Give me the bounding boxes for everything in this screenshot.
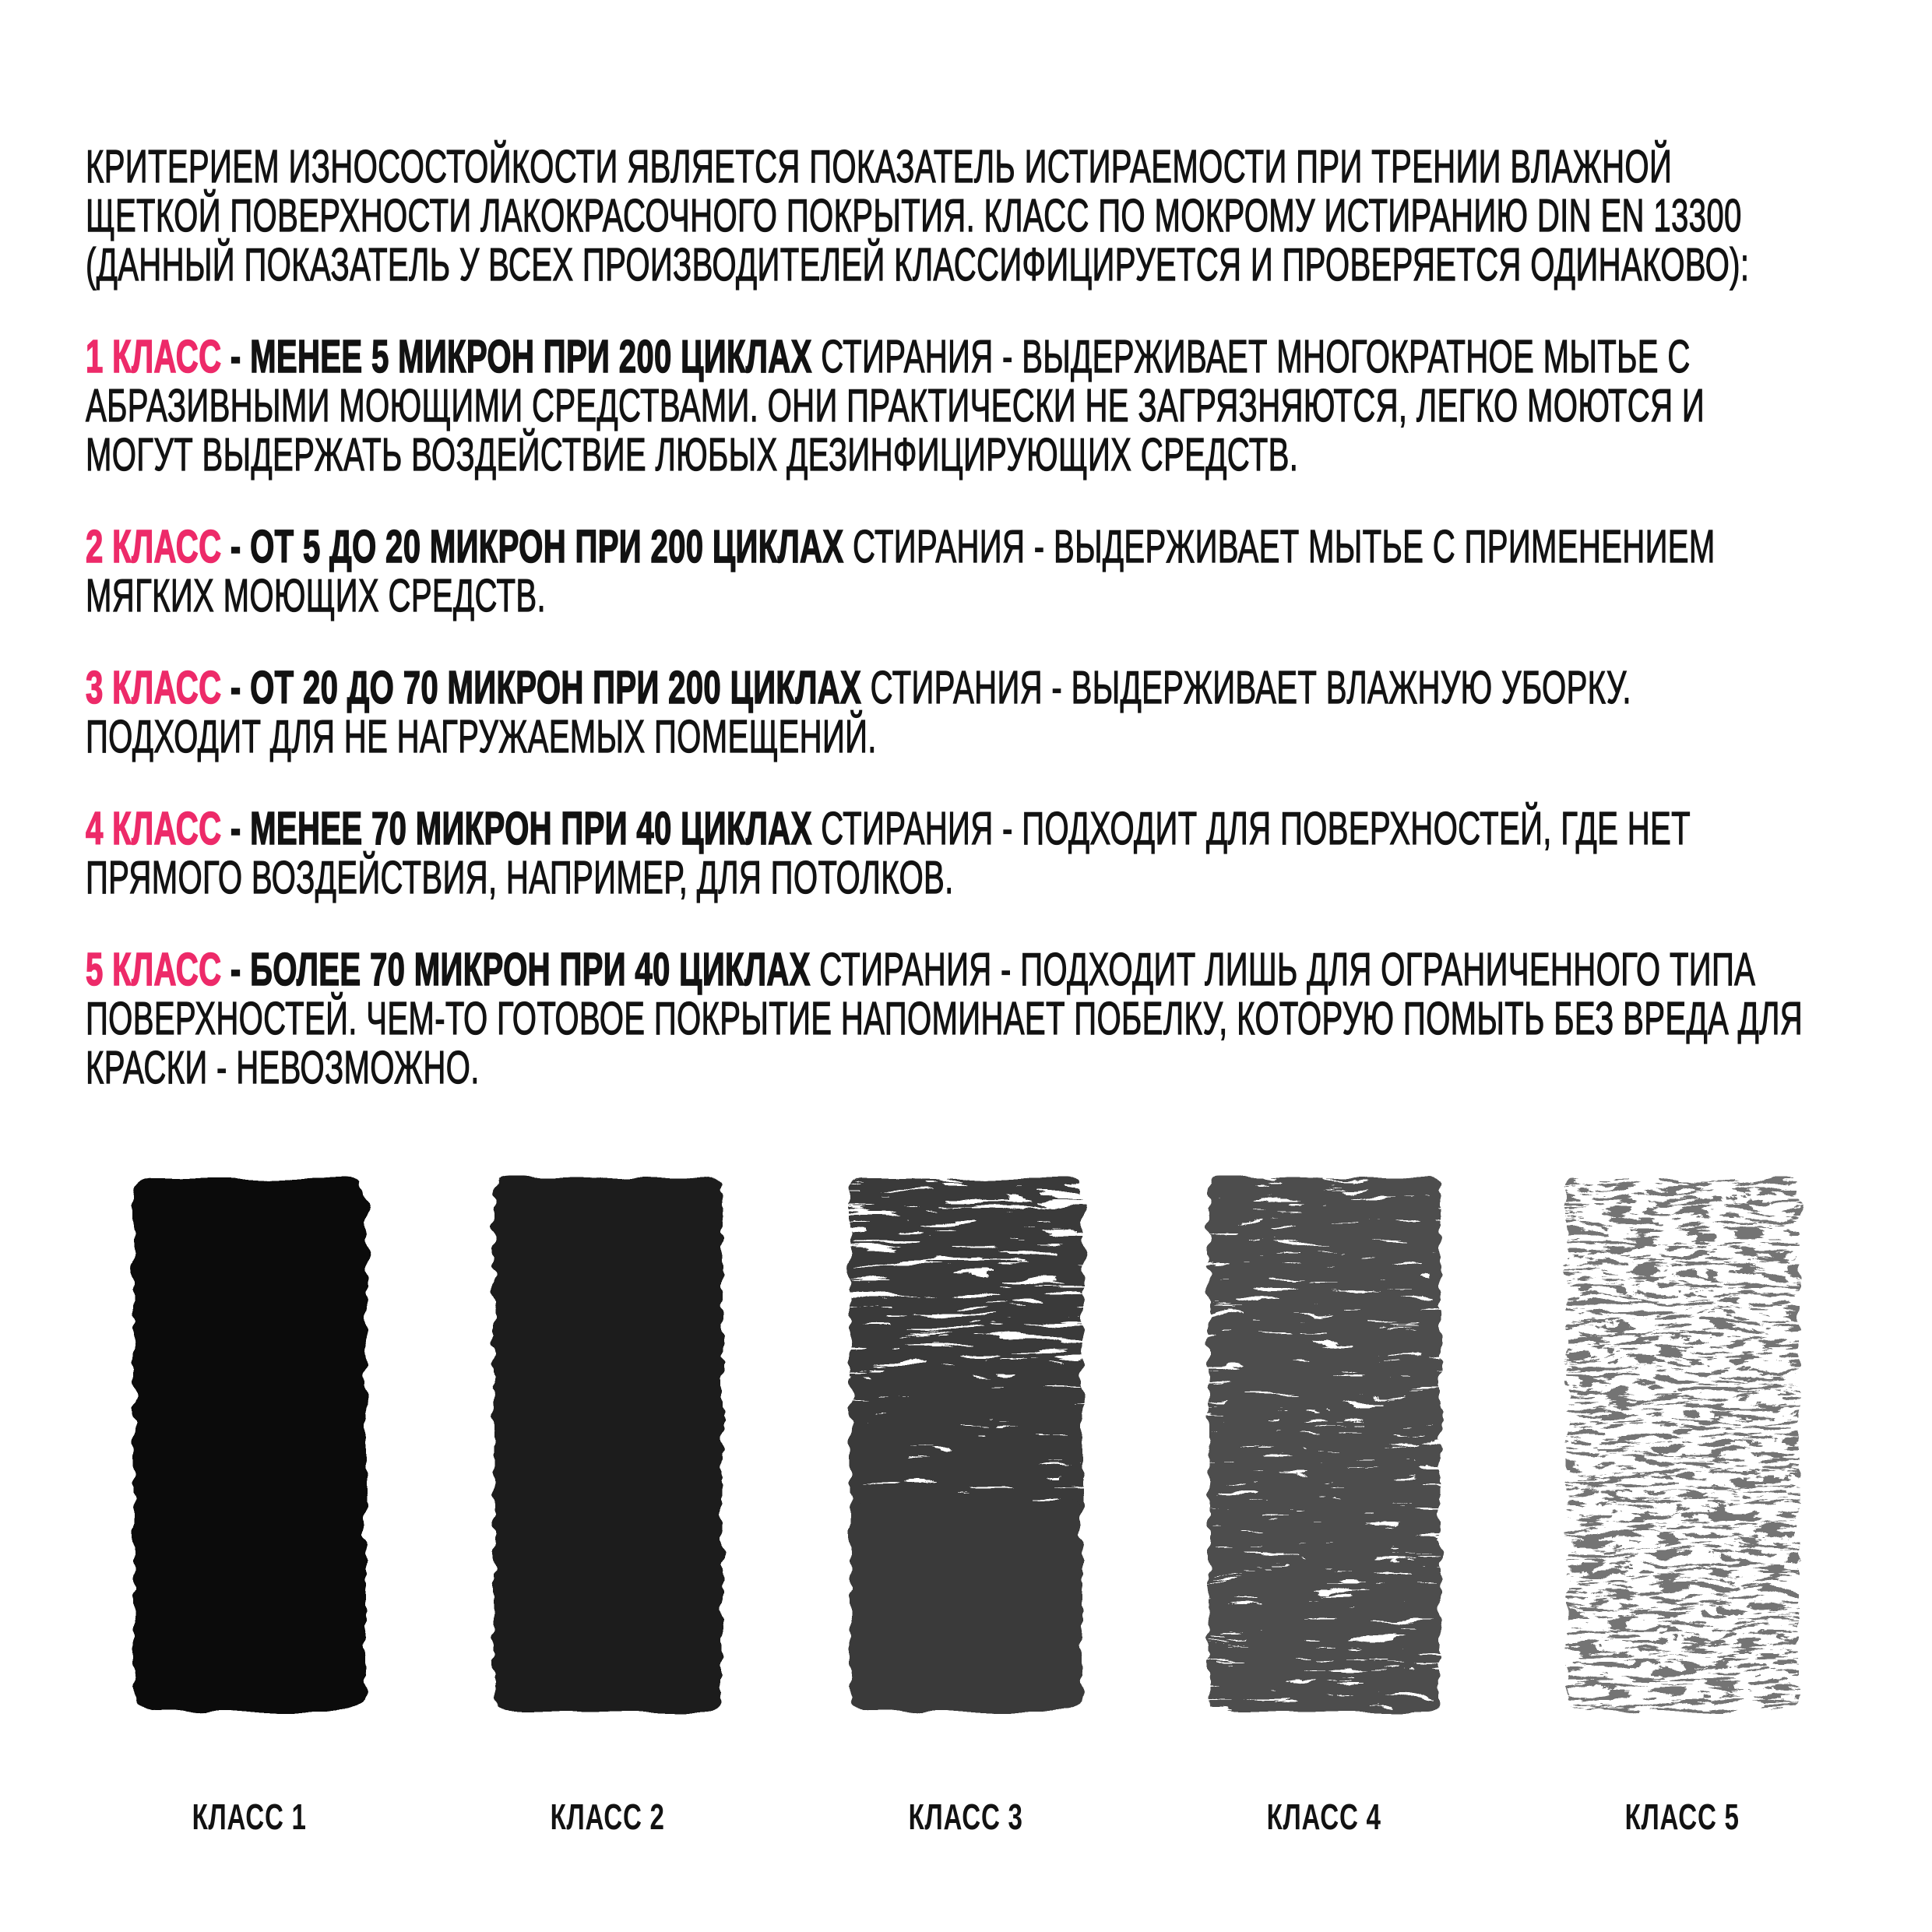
swatch-column-1 <box>121 1168 378 1838</box>
swatch-label-2: КЛАСС 2 <box>550 1797 666 1837</box>
intro-line-2: (ДАННЫЙ ПОКАЗАТЕЛЬ У ВСЕХ ПРОИЗВОДИТЕЛЕЙ КЛАССИФИЦИРУЕТСЯ И ПРОВЕРЯЕТСЯ ОДИНАКОВО): <box>86 239 1750 290</box>
swatch-column-4 <box>1196 1168 1453 1838</box>
brush-swatch-class-4 <box>1196 1168 1453 1721</box>
swatch-row <box>0 1168 1932 1838</box>
class-1-description: СТИРАНИЯ - ВЫДЕРЖИВАЕТ МНОГОКРАТНОЕ МЫТЬЕ С АБРАЗИВНЫМИ МОЮЩИМИ СРЕДСТВАМИ. ОНИ ПРАКТИЧЕСКИ НЕ ЗАГРЯЗНЯЮТСЯ, ЛЕГКО МОЮТСЯ И МОГУТ ВЫДЕРЖАТЬ ВОЗДЕЙСТВИЕ ЛЮБЫХ ДЕЗИНФИЦИРУЮЩИХ СРЕДСТВ. <box>86 331 1705 480</box>
brush-swatch-class-1 <box>121 1168 378 1721</box>
text-area <box>86 143 1804 1135</box>
swatch-label-4: КЛАСС 4 <box>1266 1797 1382 1837</box>
class-5-paragraph <box>86 945 1804 1093</box>
intro-paragraph <box>86 143 1804 290</box>
swatch-column-2 <box>480 1168 737 1838</box>
class-4-description: СТИРАНИЯ - ПОДХОДИТ ДЛЯ ПОВЕРХНОСТЕЙ, ГДЕ НЕТ ПРЯМОГО ВОЗДЕЙСТВИЯ, НАПРИМЕР, ДЛЯ ПОТОЛКОВ. <box>86 803 1691 903</box>
class-3-paragraph <box>86 663 1804 762</box>
class-5-description: СТИРАНИЯ - ПОДХОДИТ ЛИШЬ ДЛЯ ОГРАНИЧЕННОГО ТИПА ПОВЕРХНОСТЕЙ. ЧЕМ-ТО ГОТОВОЕ ПОКРЫТИЕ НАПОМИНАЕТ ПОБЕЛКУ, КОТОРУЮ ПОМЫТЬ БЕЗ ВРЕДА ДЛЯ КРАСКИ - НЕВОЗМОЖНО. <box>86 944 1804 1093</box>
swatch-column-3 <box>838 1168 1095 1838</box>
swatch-label-5: КЛАСС 5 <box>1624 1797 1740 1837</box>
class-4-label: 4 КЛАСС <box>86 803 222 854</box>
swatch-column-5 <box>1554 1168 1811 1838</box>
class-2-spec: - ОТ 5 ДО 20 МИКРОН ПРИ 200 ЦИКЛАХ <box>230 521 844 572</box>
class-4-paragraph <box>86 804 1804 903</box>
class-1-spec: - МЕНЕЕ 5 МИКРОН ПРИ 200 ЦИКЛАХ <box>230 331 812 382</box>
class-2-description: СТИРАНИЯ - ВЫДЕРЖИВАЕТ МЫТЬЕ С ПРИМЕНЕНИЕМ МЯГКИХ МОЮЩИХ СРЕДСТВ. <box>86 521 1716 621</box>
intro-line-1: КРИТЕРИЕМ ИЗНОСОСТОЙКОСТИ ЯВЛЯЕТСЯ ПОКАЗАТЕЛЬ ИСТИРАЕМОСТИ ПРИ ТРЕНИИ ВЛАЖНОЙ ЩЕТКОЙ ПОВЕРХНОСТИ ЛАКОКРАСОЧНОГО ПОКРЫТИЯ. КЛАСС ПО МОКРОМУ ИСТИРАНИЮ DIN EN 13300 <box>86 141 1742 241</box>
class-5-spec: - БОЛЕЕ 70 МИКРОН ПРИ 40 ЦИКЛАХ <box>230 944 811 995</box>
brush-swatch-class-3 <box>838 1168 1095 1721</box>
swatch-label-3: КЛАСС 3 <box>908 1797 1024 1837</box>
class-1-paragraph <box>86 333 1804 480</box>
class-4-spec: - МЕНЕЕ 70 МИКРОН ПРИ 40 ЦИКЛАХ <box>230 803 812 854</box>
swatch-label-1: КЛАСС 1 <box>192 1797 308 1837</box>
class-2-label: 2 КЛАСС <box>86 521 222 572</box>
brush-swatch-class-5 <box>1554 1168 1811 1721</box>
brush-swatch-class-2 <box>480 1168 737 1721</box>
class-3-label: 3 КЛАСС <box>86 662 222 713</box>
class-1-label: 1 КЛАСС <box>86 331 222 382</box>
class-5-label: 5 КЛАСС <box>86 944 222 995</box>
class-2-paragraph <box>86 523 1804 621</box>
class-3-spec: - ОТ 20 ДО 70 МИКРОН ПРИ 200 ЦИКЛАХ <box>230 662 862 713</box>
class-3-description: СТИРАНИЯ - ВЫДЕРЖИВАЕТ ВЛАЖНУЮ УБОРКУ. ПОДХОДИТ ДЛЯ НЕ НАГРУЖАЕМЫХ ПОМЕЩЕНИЙ. <box>86 662 1631 762</box>
